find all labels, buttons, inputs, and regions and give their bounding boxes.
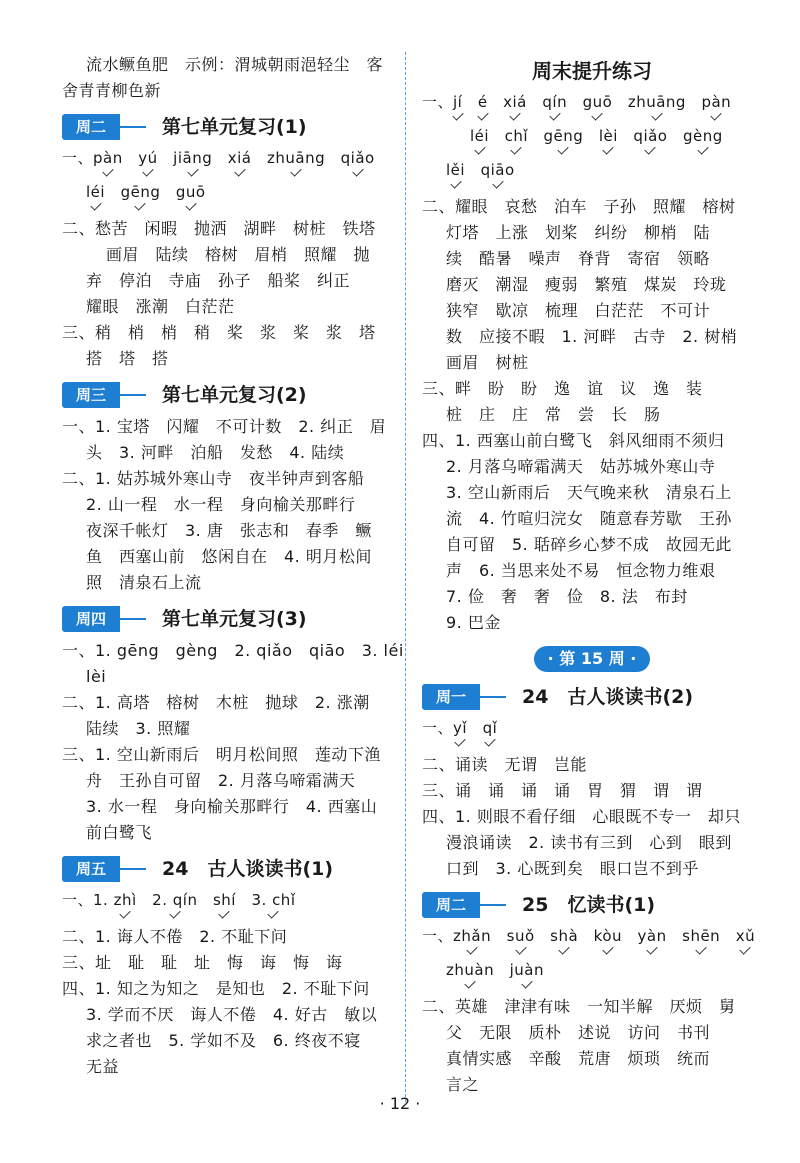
pinyin-answer: qín — [542, 93, 568, 111]
section-header-fri — [62, 854, 392, 884]
pinyin-answer: guō — [582, 93, 613, 111]
answer-line: 二、1. 诲人不倦 2. 不耻下问 — [62, 927, 288, 946]
answer-line: 3. 水一程 身向榆关那畔行 4. 西塞山 — [86, 797, 378, 816]
pinyin-answer: é — [477, 93, 488, 111]
pinyin-row — [422, 160, 762, 180]
answer-line: 声 6. 当思来处不易 恒念物力维艰 — [446, 561, 716, 580]
pinyin-answer: qiǎo — [340, 149, 375, 167]
answer-line: 四、1. 西塞山前白鹭飞 斜风细雨不须归 — [422, 431, 725, 450]
answer-line: 耀眼 涨潮 白茫茫 — [86, 297, 235, 316]
question-number: 一、 — [422, 93, 454, 111]
answer-line: 真情实感 辛酸 荒唐 烦琐 统而 — [446, 1049, 711, 1068]
answer-line: 父 无限 质朴 述说 访问 书刊 — [446, 1023, 711, 1042]
pinyin-answer: 2. qín — [152, 891, 198, 909]
answer-line: 鱼 西塞山前 悠闲自在 4. 明月松间 — [86, 547, 372, 566]
answer-line: 二、愁苦 闲暇 抛洒 湖畔 树桩 铁塔 — [62, 219, 376, 238]
answer-line: 磨灭 潮湿 瘦弱 繁殖 煤炭 玲珑 — [446, 275, 727, 294]
pinyin-answer: yú — [138, 149, 158, 167]
answer-line: 四、1. 知之为知之 是知也 2. 不耻下问 — [62, 979, 370, 998]
pinyin-answer: shí — [212, 891, 236, 909]
answer-line: 狭窄 歇凉 梳理 白茫茫 不可计 — [446, 301, 711, 320]
intro-line-1: 流水鳜鱼肥 示例：渭城朝雨浥轻尘 客 — [86, 55, 384, 74]
pinyin-answer: yǐ — [453, 719, 468, 737]
answer-line: 画眉 树桩 — [446, 353, 529, 372]
section-header-thu — [62, 604, 392, 634]
pinyin-answer: kòu — [593, 927, 623, 945]
answer-line: lèi — [86, 667, 107, 686]
section-header-mon — [422, 682, 762, 712]
question-number: 一、 — [422, 719, 454, 737]
pinyin-answer: pàn — [701, 93, 732, 111]
section-header-tue-2 — [422, 890, 762, 920]
section-header-tue — [62, 112, 392, 142]
answer-line: 二、英雄 津津有味 一知半解 厌烦 舅 — [422, 997, 736, 1016]
pinyin-answer: gèng — [683, 127, 723, 145]
pinyin-answer: qǐ — [482, 719, 498, 737]
section-title: 第七单元复习(2) — [162, 384, 307, 406]
day-tag: 周五 — [62, 856, 120, 882]
answer-line: 夜深千帐灯 3. 唐 张志和 春季 鳜 — [86, 521, 372, 540]
question-number: 一、 — [62, 149, 94, 167]
answer-line: 2. 月落乌啼霜满天 姑苏城外寒山寺 — [446, 457, 716, 476]
answer-line: 舟 王孙自可留 2. 月落乌啼霜满天 — [86, 771, 356, 790]
section-title: 第七单元复习(3) — [162, 608, 307, 630]
answer-line: 无益 — [86, 1057, 120, 1076]
section-title: 24 古人谈读书(1) — [162, 858, 334, 880]
answer-line: 自可留 5. 聒碎乡心梦不成 故园无此 — [446, 535, 732, 554]
answer-line: 口到 3. 心既到矣 眼口岂不到乎 — [446, 859, 699, 878]
column-divider — [405, 52, 406, 1102]
pinyin-answer: pàn — [93, 149, 123, 167]
pinyin-answer: qiāo — [480, 161, 515, 179]
pinyin-row — [62, 890, 392, 910]
pinyin-answer: shà — [550, 927, 579, 945]
week-badge: · 第 15 周 · — [534, 646, 651, 672]
day-tag: 周二 — [422, 892, 480, 918]
pinyin-answer: gēng — [120, 183, 161, 201]
pinyin-row — [62, 182, 392, 202]
answer-line: 数 应接不暇 1. 河畔 古寺 2. 树梢 — [446, 327, 738, 346]
answer-line: 前白鹭飞 — [86, 823, 153, 842]
answer-line: 9. 巴金 — [446, 613, 501, 632]
answer-line: 弃 停泊 寺庙 孙子 船桨 纠正 — [86, 271, 351, 290]
pinyin-answer: lèi — [598, 127, 618, 145]
pinyin-answer: juàn — [509, 961, 544, 979]
pinyin-answer: zhuàn — [446, 961, 495, 979]
pinyin-answer: qiǎo — [633, 127, 668, 145]
pinyin-answer: gēng — [543, 127, 584, 145]
answer-line: 一、1. 宝塔 闪耀 不可计数 2. 纠正 眉 — [62, 417, 387, 436]
answer-line: 漫浪诵读 2. 读书有三到 心到 眼到 — [446, 833, 732, 852]
pinyin-answer: guō — [175, 183, 206, 201]
answer-line: 搭 塔 搭 — [86, 349, 169, 368]
answer-line: 求之者也 5. 学如不及 6. 终夜不寝 — [86, 1031, 361, 1050]
answer-line: 3. 学而不厌 诲人不倦 4. 好古 敏以 — [86, 1005, 378, 1024]
day-tag: 周三 — [62, 382, 120, 408]
answer-line: 灯塔 上涨 划桨 纠纷 柳梢 陆 — [446, 223, 711, 242]
pinyin-answer: yàn — [637, 927, 667, 945]
pinyin-answer: zhì — [113, 891, 137, 909]
pinyin-row — [422, 960, 762, 980]
section-title: 第七单元复习(1) — [162, 116, 307, 138]
answer-line: 四、1. 则眼不看仔细 心眼既不专一 却只 — [422, 807, 741, 826]
answer-line: 二、1. 姑苏城外寒山寺 夜半钟声到客船 — [62, 469, 365, 488]
pinyin-row — [422, 926, 762, 946]
section-header-wed — [62, 380, 392, 410]
pinyin-answer: jiāng — [173, 149, 213, 167]
week-badge-row — [422, 646, 762, 674]
pinyin-answer: 3. chǐ — [251, 891, 296, 909]
answer-line: 言之 — [446, 1075, 480, 1094]
pinyin-answer: xiá — [227, 149, 252, 167]
pinyin-answer: jí — [453, 93, 463, 111]
pinyin-row — [62, 148, 392, 168]
day-tag: 周二 — [62, 114, 120, 140]
question-number: 一、 — [422, 927, 454, 945]
pinyin-row — [422, 92, 762, 112]
right-column — [422, 52, 762, 1098]
answer-line: 二、耀眼 哀愁 泊车 子孙 照耀 榕树 — [422, 197, 736, 216]
answer-line: 3. 空山新雨后 天气晚来秋 清泉石上 — [446, 483, 732, 502]
pinyin-answer: suǒ — [506, 927, 535, 945]
section-title: 25 忆读书(1) — [522, 894, 656, 916]
answer-line: 续 酷暑 噪声 脊背 寄宿 领略 — [446, 249, 711, 268]
answer-line: 三、稍 梢 梢 稍 桨 浆 桨 浆 塔 — [62, 323, 376, 342]
answer-line: 三、址 耻 耻 址 悔 诲 悔 诲 — [62, 953, 343, 972]
answer-line: 照 清泉石上流 — [86, 573, 202, 592]
page-number: · 12 · — [379, 1094, 421, 1113]
day-tag: 周一 — [422, 684, 480, 710]
answer-line: 画眉 陆续 榕树 眉梢 照耀 抛 — [106, 245, 371, 264]
answer-line: 三、诵 诵 诵 诵 胃 猬 谓 谓 — [422, 781, 703, 800]
pinyin-answer: chǐ — [504, 127, 529, 145]
answer-line: 三、1. 空山新雨后 明月松间照 莲动下渔 — [62, 745, 381, 764]
pinyin-answer: xiá — [503, 93, 527, 111]
pinyin-answer: xǔ — [735, 927, 756, 945]
answer-line: 二、1. 高塔 榕树 木桩 抛球 2. 涨潮 — [62, 693, 370, 712]
question-number: 一、1. — [62, 891, 114, 909]
pinyin-row — [422, 126, 762, 146]
section-title: 24 古人谈读书(2) — [522, 686, 694, 708]
answer-line: 陆续 3. 照耀 — [86, 719, 191, 738]
answer-line: 2. 山一程 水一程 身向榆关那畔行 — [86, 495, 356, 514]
pinyin-answer: lěi — [446, 161, 466, 179]
day-tag: 周四 — [62, 606, 120, 632]
answer-line: 桩 庄 庄 常 尝 长 肠 — [446, 405, 661, 424]
pinyin-answer: zhuāng — [627, 93, 686, 111]
pinyin-answer: léi — [470, 127, 490, 145]
intro-line-2: 舍青青柳色新 — [62, 81, 162, 100]
answer-line: 二、诵读 无谓 岂能 — [422, 755, 588, 774]
answer-line: 头 3. 河畔 泊船 发愁 4. 陆续 — [86, 443, 345, 462]
weekend-practice-title: 周末提升练习 — [532, 59, 652, 83]
pinyin-answer: zhǎn — [453, 927, 492, 945]
pinyin-row — [422, 718, 762, 738]
answer-line: 一、1. gēng gèng 2. qiǎo qiāo 3. léi — [62, 641, 404, 660]
answer-line: 7. 俭 奢 奢 俭 8. 法 布封 — [446, 587, 688, 606]
answer-line: 三、畔 盼 盼 逸 谊 议 逸 装 — [422, 379, 703, 398]
left-column — [62, 52, 404, 1080]
pinyin-answer: shēn — [682, 927, 721, 945]
pinyin-answer: zhuāng — [267, 149, 326, 167]
pinyin-answer: léi — [86, 183, 106, 201]
answer-line: 流 4. 竹喧归浣女 随意春芳歇 王孙 — [446, 509, 732, 528]
